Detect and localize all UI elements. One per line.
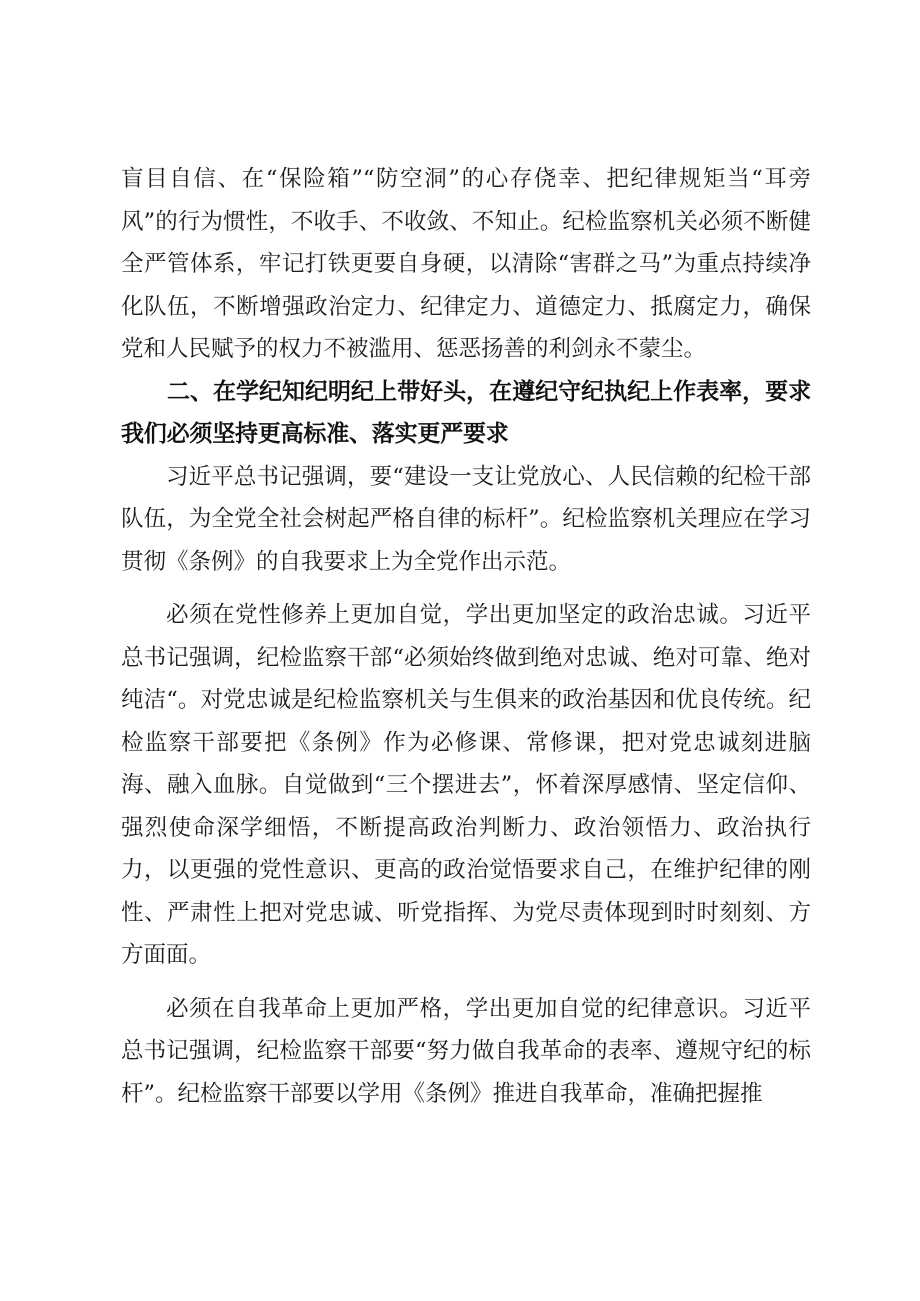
paragraph-self-revolution: 必须在自我革命上更加严格，学出更加自觉的纪律意识。习近平总书记强调，纪检监察干部要“努力做自我革命的表率、遵规守纪的标杆”。纪检监察干部要以学用《条例》推进自我革命，准确把握推: [121, 995, 811, 1107]
paragraph-intro: 习近平总书记强调，要“建设一支让党放心、人民信赖的纪检干部队伍，为全党全社会树起严格自律的标杆”。纪检监察机关理应在学习贯彻《条例》的自我要求上为全党作出示范。: [121, 463, 811, 575]
paragraph-party-spirit: 必须在党性修养上更加自觉，学出更加坚定的政治忠诚。习近平总书记强调，纪检监察干部“必须始终做到绝对忠诚、绝对可靠、绝对纯洁“。对党忠诚是纪检监察机关与生俱来的政治基因和优良传统。纪检监察干部要把《条例》作为必修课、常修课，把对党忠诚刻进脑海、融入血脉。自觉做到“三个摆进去”，怀着深厚感情、坚定信仰、强烈使命深学细悟，不断提高政治判断力、政治领悟力、政治执行力，以更强的党性意识、更高的政治觉悟要求自己，在维护纪律的刚性、严肃性上把对党忠诚、听党指挥、为党尽责体现到时时刻刻、方方面面。: [121, 602, 811, 968]
section-heading: 二、在学纪知纪明纪上带好头，在遵纪守纪执纪上作表率，要求我们必须坚持更高标准、落实更严要求: [121, 378, 811, 447]
document-body: [121, 158, 811, 1115]
paragraph-continuation: 盲目自信、在“保险箱”“防空洞”的心存侥幸、把纪律规矩当“耳旁风”的行为惯性，不收手、不收敛、不知止。纪检监察机关必须不断健全严管体系，牢记打铁更要自身硬，以清除“害群之马”为重点持续净化队伍，不断增强政治定力、纪律定力、道德定力、抵腐定力，确保党和人民赋予的权力不被滥用、惩恶扬善的利剑永不蒙尘。: [121, 166, 811, 362]
